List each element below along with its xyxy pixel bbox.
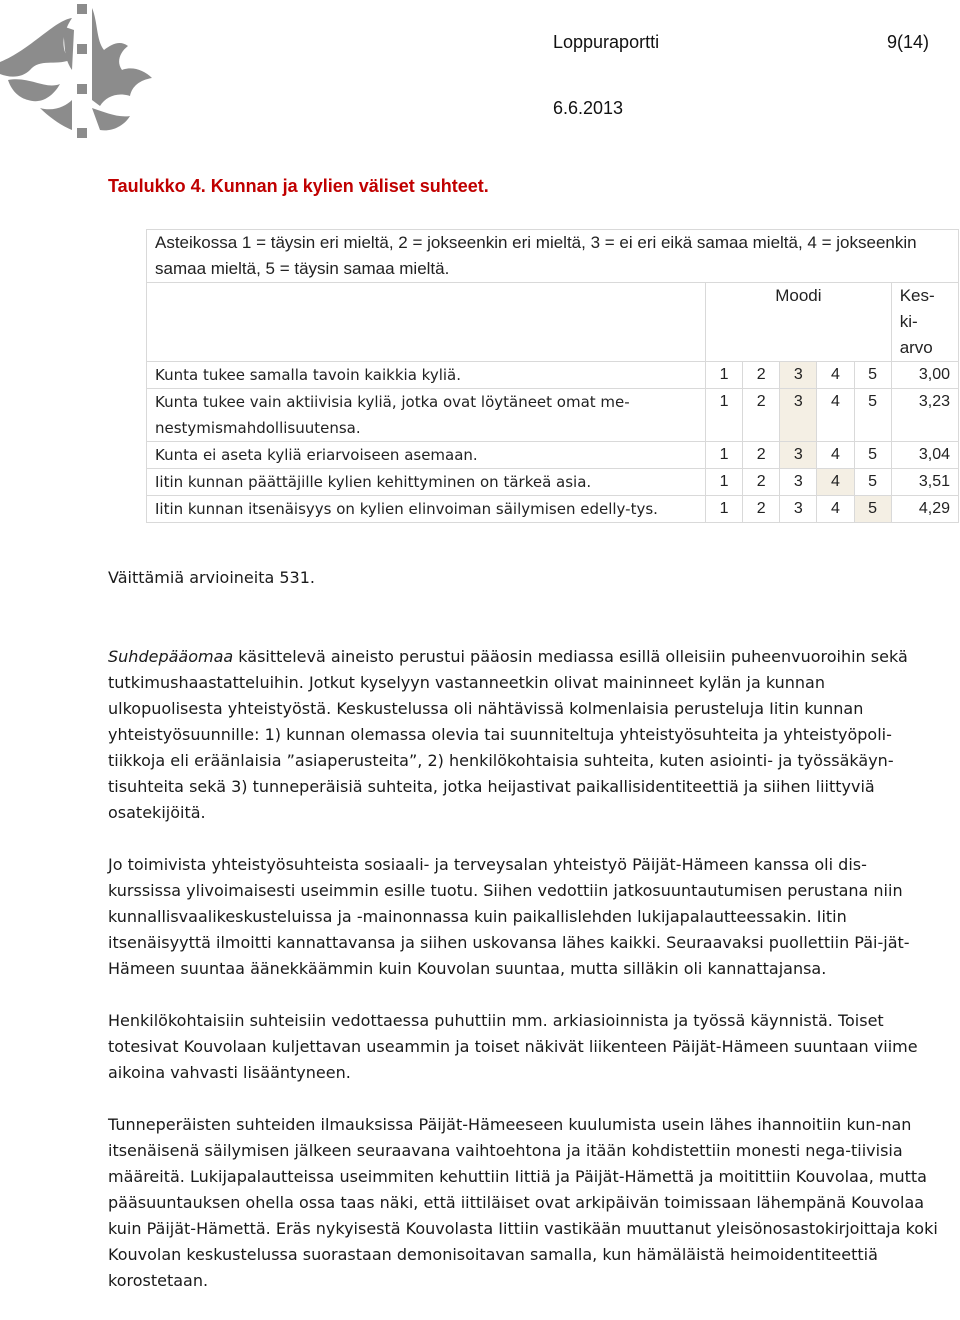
- mean-cell: 4,29: [891, 496, 958, 523]
- report-title: Loppuraportti: [553, 32, 660, 52]
- scale-cell-3: 3: [780, 389, 817, 442]
- table-row: [147, 442, 959, 469]
- mean-cell: 3,00: [891, 362, 958, 389]
- scale-cell-5: 5: [854, 469, 891, 496]
- scale-cell-5: 5: [854, 389, 891, 442]
- page-number: 9(14): [887, 32, 930, 52]
- respondent-note: Väittämiä arvioineita 531.: [108, 568, 315, 587]
- header-row: [147, 283, 959, 362]
- scale-cell-3: 3: [780, 496, 817, 523]
- mean-header: [891, 283, 958, 362]
- paragraph-1: [108, 644, 938, 826]
- scale-cell-3: 3: [780, 362, 817, 389]
- table-row: [147, 362, 959, 389]
- table-caption: Taulukko 4. Kunnan ja kylien väliset suhteet.: [108, 176, 489, 196]
- statement-cell: Kunta ei aseta kyliä eriarvoiseen asemaan.: [147, 442, 706, 469]
- survey-table: [146, 229, 959, 523]
- scale-cell-3: 3: [780, 469, 817, 496]
- scale-cell-5: 5: [854, 362, 891, 389]
- scale-cell-1: 1: [706, 362, 743, 389]
- scale-cell-5: 5: [854, 496, 891, 523]
- scale-note: Asteikossa 1 = täysin eri mieltä, 2 = jokseenkin eri mieltä, 3 = ei eri eikä samaa mieltä, 4 = jokseenkin samaa mieltä, 5 = täysin samaa mieltä.: [147, 230, 959, 283]
- scale-cell-4: 4: [817, 469, 854, 496]
- statement-cell: Kunta tukee vain aktiivisia kyliä, jotka ovat löytäneet omat me-nestymismahdollisuutensa.: [147, 389, 706, 442]
- scale-cell-3: 3: [780, 442, 817, 469]
- scale-cell-4: 4: [817, 496, 854, 523]
- paragraph-1-emphasis: Suhdepääomaa: [108, 647, 234, 666]
- university-flame-logo-icon: [0, 0, 170, 160]
- table-row: [147, 469, 959, 496]
- mean-cell: 3,04: [891, 442, 958, 469]
- scale-cell-2: 2: [743, 496, 780, 523]
- header-blank-cell: [147, 283, 706, 362]
- paragraph-1-text: käsittelevä aineisto perustui pääosin mediassa esillä olleisiin puheenvuoroihin sekä tutkimushaastatteluihin. Jotkut kyselyyn vastanneetkin olivat maininneet kylän ja kunnan ulkopuolisesta yhteistyöstä. Keskustelussa oli nähtävissä kolmenlaisia perusteluja Iitin kunnan yhteistyösuunnille: 1) kunnan olemassa olevia tai suunniteltuja yhteistyösuhteita ja yhteistyöpoli-tiikkoja eli eräänlaisia ”asiaperusteita”, 2) henkilökohtaisia suhteita, kuten asiointi- ja työssäkäyn-tisuhteita sekä 3) tunneperäisiä suhteita, jotka heijastivat paikallisidentiteettiä ja siihen liittyviä osatekijöitä.: [108, 647, 908, 822]
- scale-cell-1: 1: [706, 469, 743, 496]
- scale-cell-2: 2: [743, 442, 780, 469]
- scale-cell-1: 1: [706, 389, 743, 442]
- mean-cell: 3,23: [891, 389, 958, 442]
- report-date: 6.6.2013: [553, 98, 624, 118]
- paragraph-3: Henkilökohtaisiin suhteisiin vedottaessa puhuttiin mm. arkiasioinnista ja työssä käynnistä. Toiset totesivat Kouvolaan kuljettavan useammin ja toiset näkivät liikenteen Päijät-Hämeen suuntaan viime aikoina vahvasti lisääntyneen.: [108, 1011, 918, 1082]
- scale-cell-5: 5: [854, 442, 891, 469]
- paragraph-2: Jo toimivista yhteistyösuhteista sosiaali- ja terveysalan yhteistyö Päijät-Hämeen kanssa oli dis-kurssissa ylivoimaisesti useimmin esille tuotu. Siihen vedottiin jatkosuuntautumisen perustana niin kunnallisvaalikeskusteluissa ja -mainonnassa kuin paikallislehden lukijapalautteessakin. Iitin itsenäisyyttä ilmoitti kannattavansa ja siihen uskovansa lähes kaikki. Seuraavaksi puollettiin Päi-jät-Hämeen suuntaa äänekkäämmin kuin Kouvolan suuntaa, mutta silläkin oli kannattajansa.: [108, 855, 910, 978]
- scale-cell-1: 1: [706, 442, 743, 469]
- scale-note-row: [147, 230, 959, 283]
- scale-cell-2: 2: [743, 469, 780, 496]
- scale-cell-1: 1: [706, 496, 743, 523]
- scale-cell-4: 4: [817, 442, 854, 469]
- scale-cell-2: 2: [743, 362, 780, 389]
- table-row: [147, 496, 959, 523]
- moodi-header: Moodi: [706, 283, 892, 362]
- table-row: [147, 389, 959, 442]
- mean-cell: 3,51: [891, 469, 958, 496]
- scale-cell-2: 2: [743, 389, 780, 442]
- statement-cell: Iitin kunnan päättäjille kylien kehittyminen on tärkeä asia.: [147, 469, 706, 496]
- scale-cell-4: 4: [817, 389, 854, 442]
- paragraph-4: Tunneperäisten suhteiden ilmauksissa Päijät-Hämeeseen kuulumista usein lähes ihannoitiin kun-nan itsenäisenä säilymisen jälkeen seuraavana vaihtoehtona ja itään kohdistettiin monesti nega-tiivisia määreitä. Lukijapalautteissa useimmiten kehuttiin Iittiä ja Päijät-Hämettä ja moitittiin Kouvolaa, mutta pääsuuntauksen ohella ossa taas näki, että iittiläiset ovat arkipäivän toimissaan lähempänä Kouvolaa kuin Päijät-Hämettä. Eräs nykyisestä Kouvolasta Iittiin vastikään muuttanut yleisönosastokirjoittaja koki Kouvolan keskustelussa suorastaan demonisoitavan samalla, kun hämäläistä heimoidentiteettiä korostetaan.: [108, 1115, 938, 1290]
- statement-cell: Iitin kunnan itsenäisyys on kylien elinvoiman säilymisen edelly-tys.: [147, 496, 706, 523]
- mean-header-text: Kes-ki-arvo: [899, 286, 935, 357]
- body-text: [108, 644, 938, 1320]
- scale-cell-4: 4: [817, 362, 854, 389]
- statement-cell: Kunta tukee samalla tavoin kaikkia kyliä.: [147, 362, 706, 389]
